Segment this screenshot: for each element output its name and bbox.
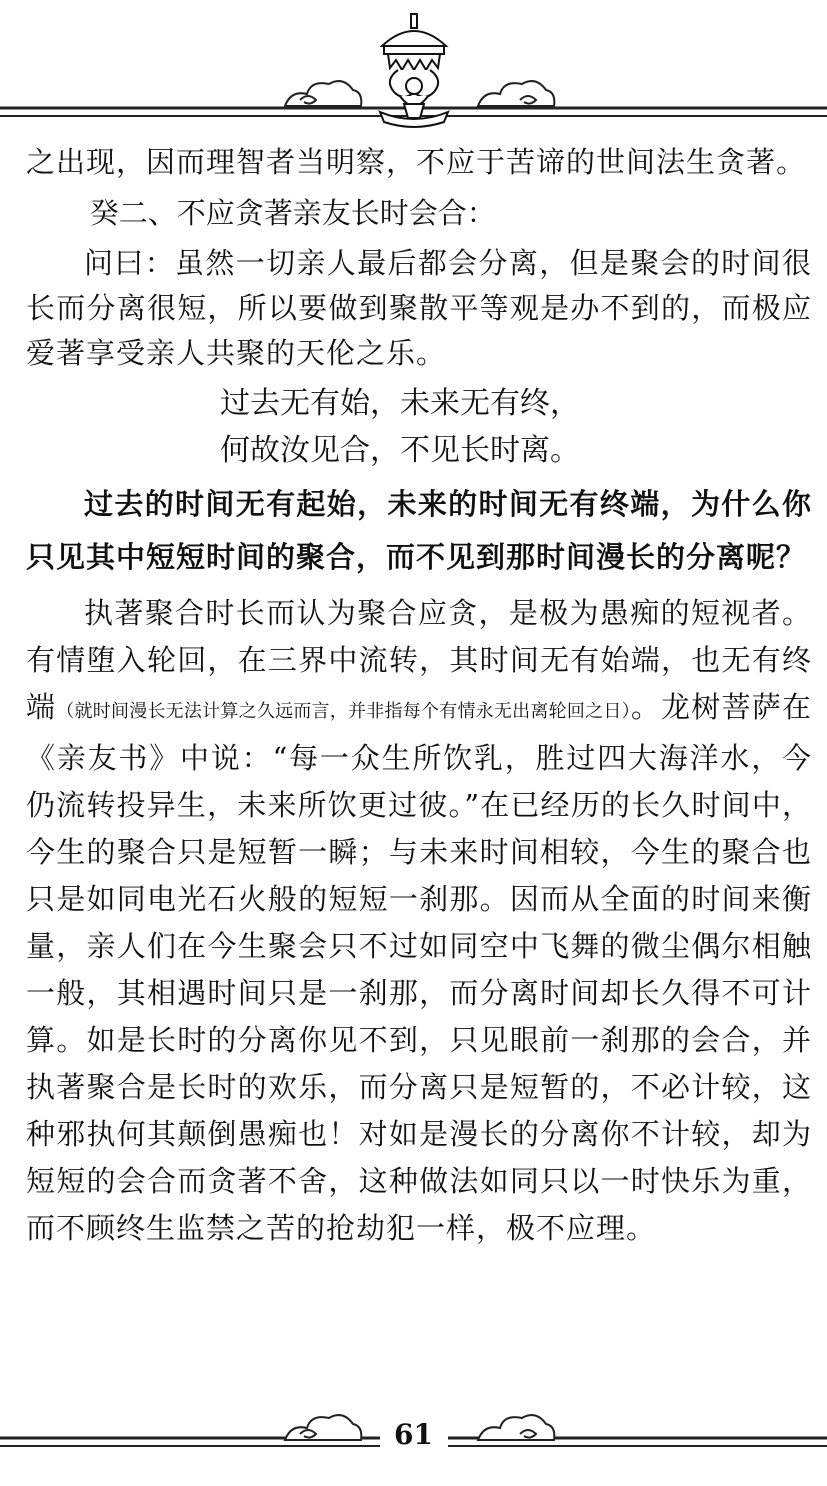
commentary-paragraph xyxy=(26,590,812,1252)
page-footer xyxy=(0,1400,827,1486)
continuation-paragraph: 之出现，因而理智者当明察，不应于苦谛的世间法生贪著。 xyxy=(26,145,807,179)
page-header-ornament xyxy=(0,0,827,140)
page-body xyxy=(26,140,812,1252)
verse-line-2: 何故汝见合，不见长时离。 xyxy=(220,433,580,468)
page-number: 61 xyxy=(394,1418,433,1451)
verse-line-1: 过去无有始，未来无有终， xyxy=(220,386,580,421)
parasol-ornament-icon xyxy=(0,0,827,140)
translation-paragraph: 过去的时间无有起始，未来的时间无有终端，为什么你只见其中短短时间的聚合，而不见到那时间漫长的分离呢？ xyxy=(26,487,812,574)
commentary-text-1: 执著聚合时长而认为聚合应贪，是极为愚痴的短视者。有情堕入轮回，在三界中流转，其时间无有始端，也无有终端 xyxy=(26,596,812,724)
section-heading: 癸二、不应贪著亲友长时会合： xyxy=(89,196,496,230)
commentary-text-2: 。龙树菩萨在《亲友书》中说：“每一众生所饮乳，胜过四大海洋水，今仍流转投异生，未来所饮更过彼。”在已经历的长久时间中，今生的聚合只是短暂一瞬；与未来时间相较，今生的聚合也只是如同电光石火般的短短一刹那。因而从全面的时间来衡量，亲人们在今生聚会只不过如同空中飞舞的微尘偶尔相触一般，其相遇时间只是一刹那，而分离时间却长久得不可计算。如是长时的分离你见不到，只见眼前一刹那的会合，并执著聚合是长时的欢乐，而分离只是短暂的，不必计较，这种邪执何其颠倒愚痴也！对如是漫长的分离你不计较，却为短短的会合而贪著不舍，这种做法如同只以一时快乐为重，而不顾终生监禁之苦的抢劫犯一样，极不应理。 xyxy=(26,690,812,1245)
question-paragraph: 问曰：虽然一切亲人最后都会分离，但是聚会的时间很长而分离很短，所以要做到聚散平等观是办不到的，而极应爱著享受亲人共聚的天伦之乐。 xyxy=(26,246,812,370)
commentary-note: （就时间漫长无法计算之久远而言，并非指每个有情永无出离轮回之日） xyxy=(56,701,631,722)
